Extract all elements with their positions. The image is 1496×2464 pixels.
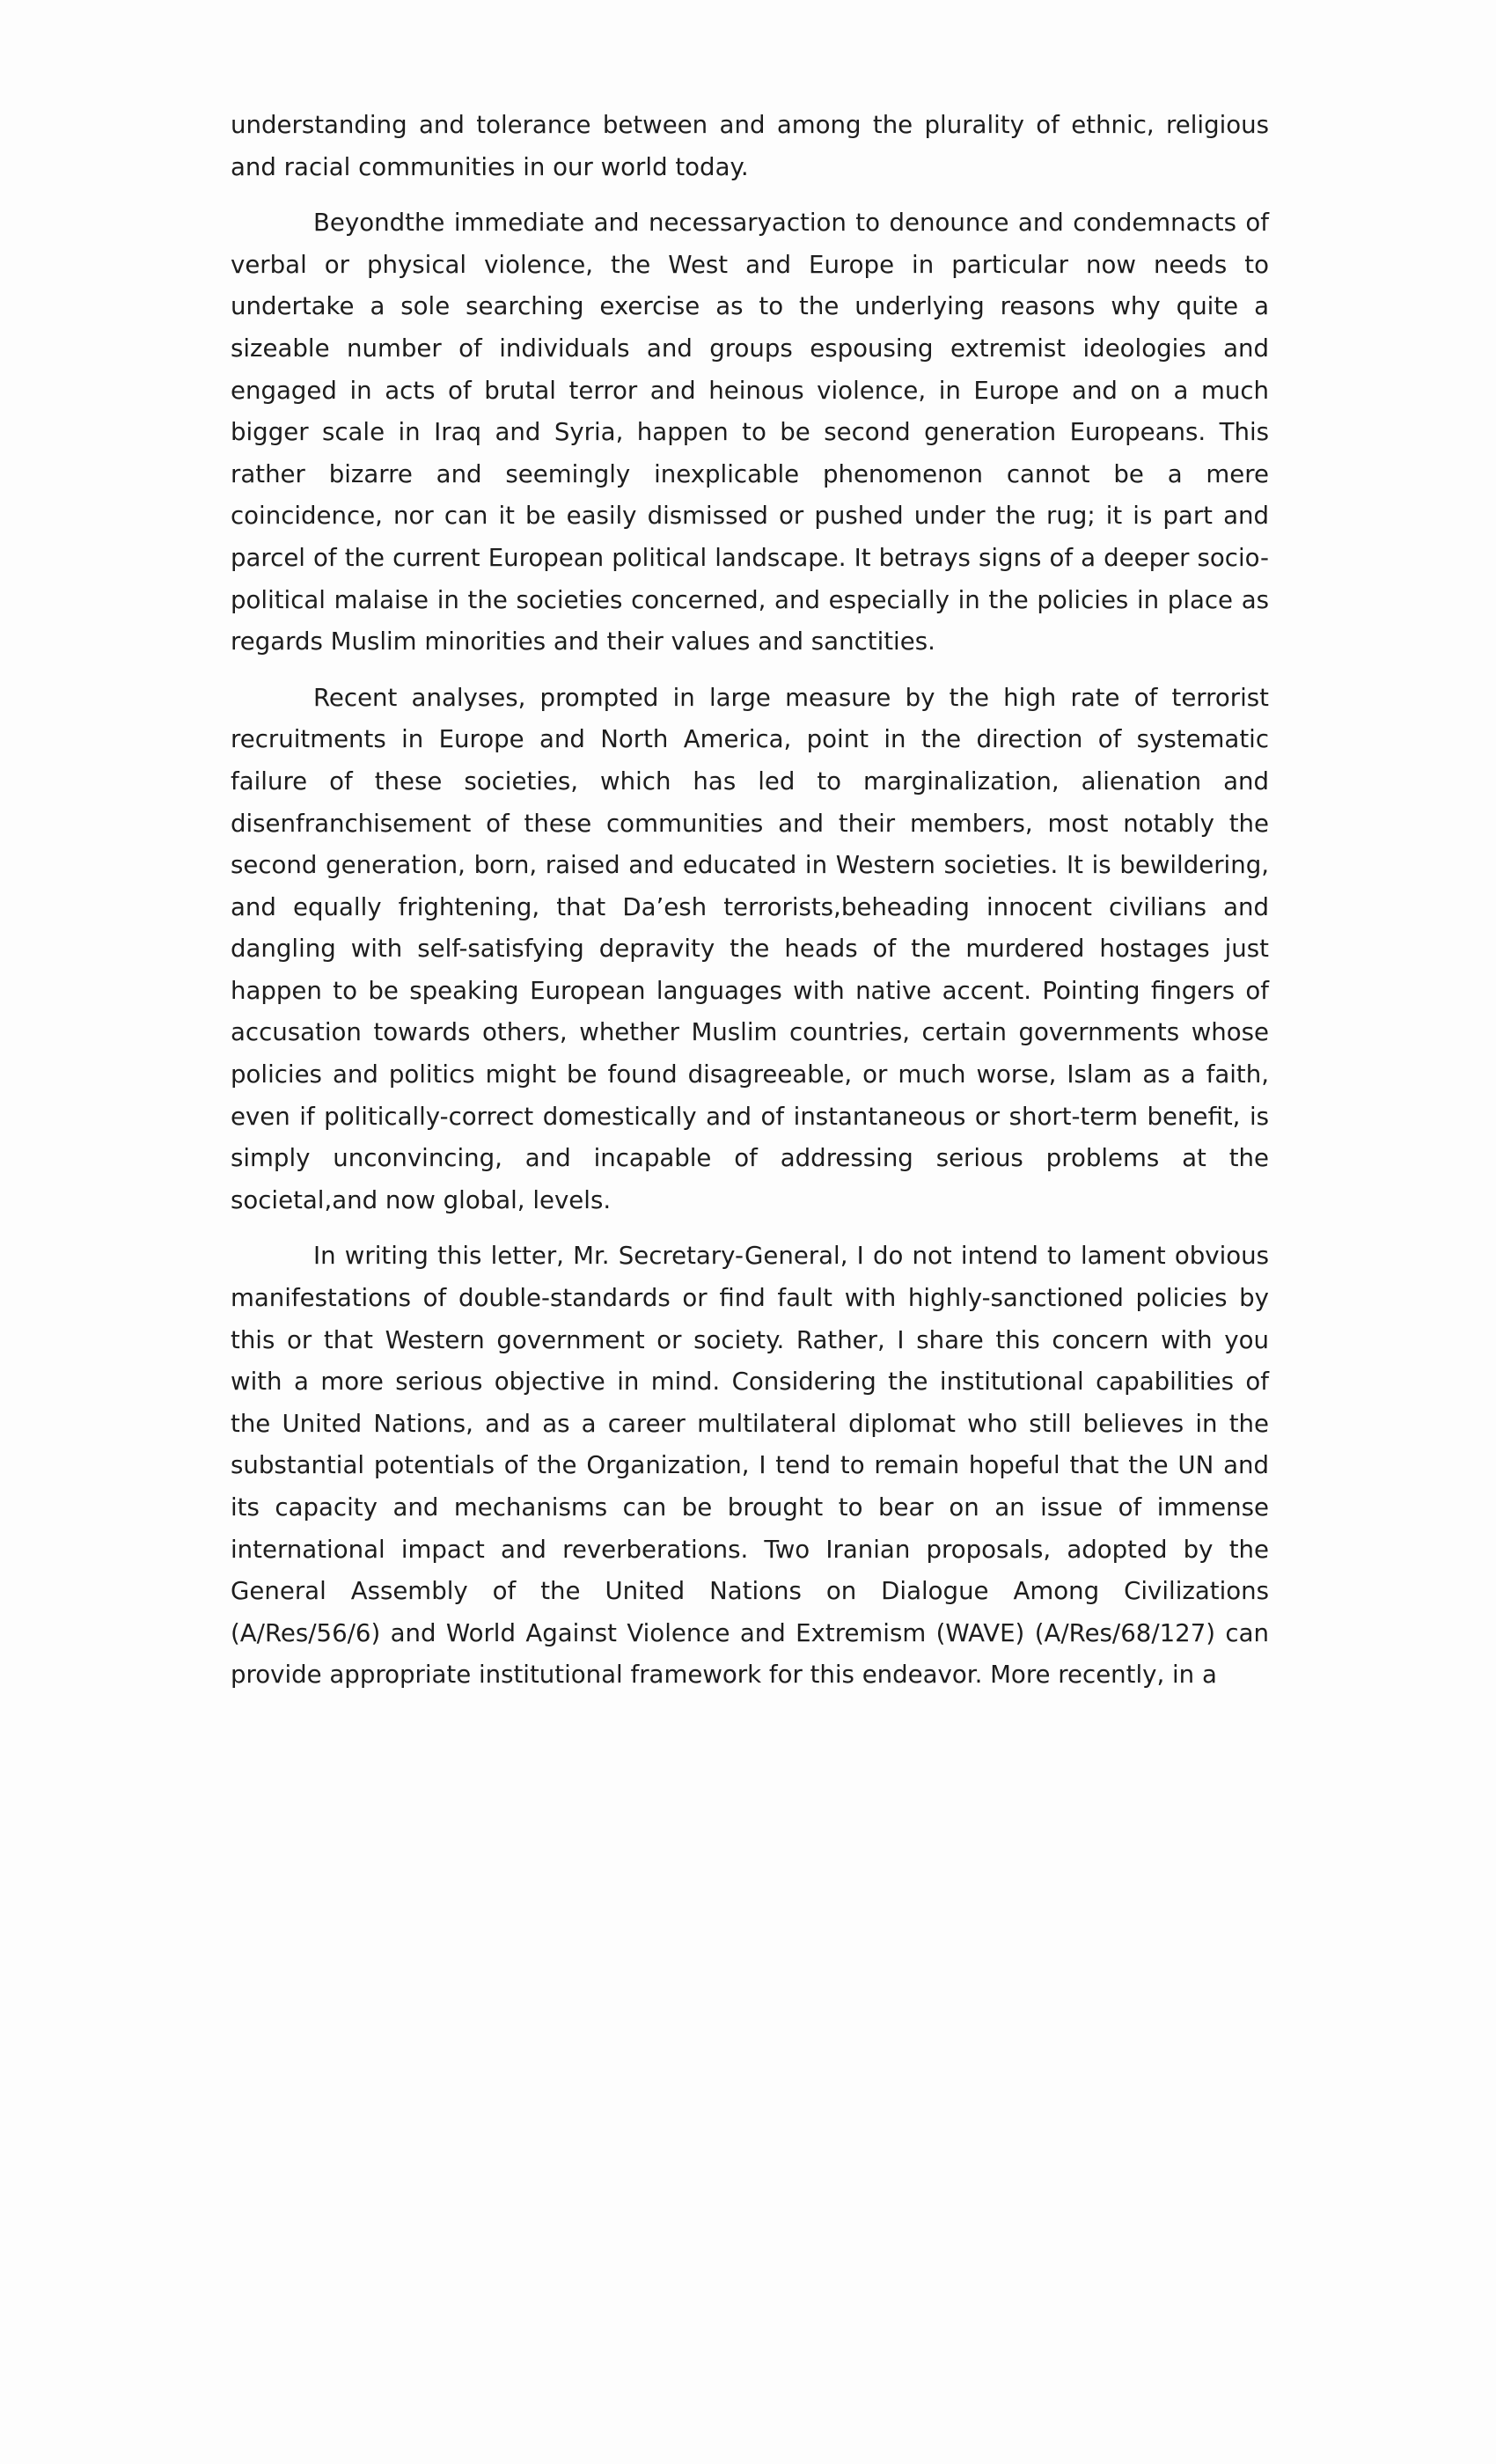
paragraph-continuation: understanding and tolerance between and among the plurality of ethnic, religious and racial communities in our world today. — [231, 110, 1269, 181]
paragraph-recent-analyses: Recent analyses, prompted in large measure by the high rate of terrorist recruitments in Europe and North America, point in the direction of systematic failure of these societies, which has led to marginalization, alienation and disenfranchisement of these communities and their members, most notably the second generation, born, raised and educated in Western societies. It is bewildering, and equally frightening, that Da’esh terrorists,beheading innocent civilians and dangling with self-satisfying depravity the heads of the murdered hostages just happen to be speaking European languages with native accent. Pointing fingers of accusation towards others, whether Muslim countries, certain governments whose policies and politics might be found disagreeable, or much worse, Islam as a faith, even if politically-correct domestically and of instantaneous or short-term benefit, is simply unconvincing, and incapable of addressing serious problems at the societal,and now global, levels. — [231, 682, 1269, 1214]
paragraph-letter-purpose: In writing this letter, Mr. Secretary-General, I do not intend to lament obvious manifestations of double-standards or find fault with highly-sanctioned policies by this or that Western government or society. Rather, I share this concern with you with a more serious objective in mind. Considering the institutional capabilities of the United Nations, and as a career multilateral diplomat who still believes in the substantial potentials of the Organization, I tend to remain hopeful that the UN and its capacity and mechanisms can be brought to bear on an issue of immense international impact and reverberations. Two Iranian proposals, adopted by the General Assembly of the United Nations on Dialogue Among Civilizations (A/Res/56/6) and World Against Violence and Extremism (WAVE) (A/Res/68/127) can provide appropriate institutional framework for this endeavor. More recently, in a — [231, 1241, 1269, 1690]
paragraph-extremism-europe: Beyondthe immediate and necessaryaction to denounce and condemnacts of verbal or physical violence, the West and Europe in particular now needs to undertake a sole searching exercise as to the underlying reasons why quite a sizeable number of individuals and groups espousing extremist ideologies and engaged in acts of brutal terror and heinous violence, in Europe and on a much bigger scale in Iraq and Syria, happen to be second generation Europeans. This rather bizarre and seemingly inexplicable phenomenon cannot be a mere coincidence, nor can it be easily dismissed or pushed under the rug; it is part and parcel of the current European political landscape. It betrays signs of a deeper socio-political malaise in the societies concerned, and especially in the policies in place as regards Muslim minorities and their values and sanctities. — [231, 208, 1269, 656]
letter-body — [231, 104, 1269, 1710]
